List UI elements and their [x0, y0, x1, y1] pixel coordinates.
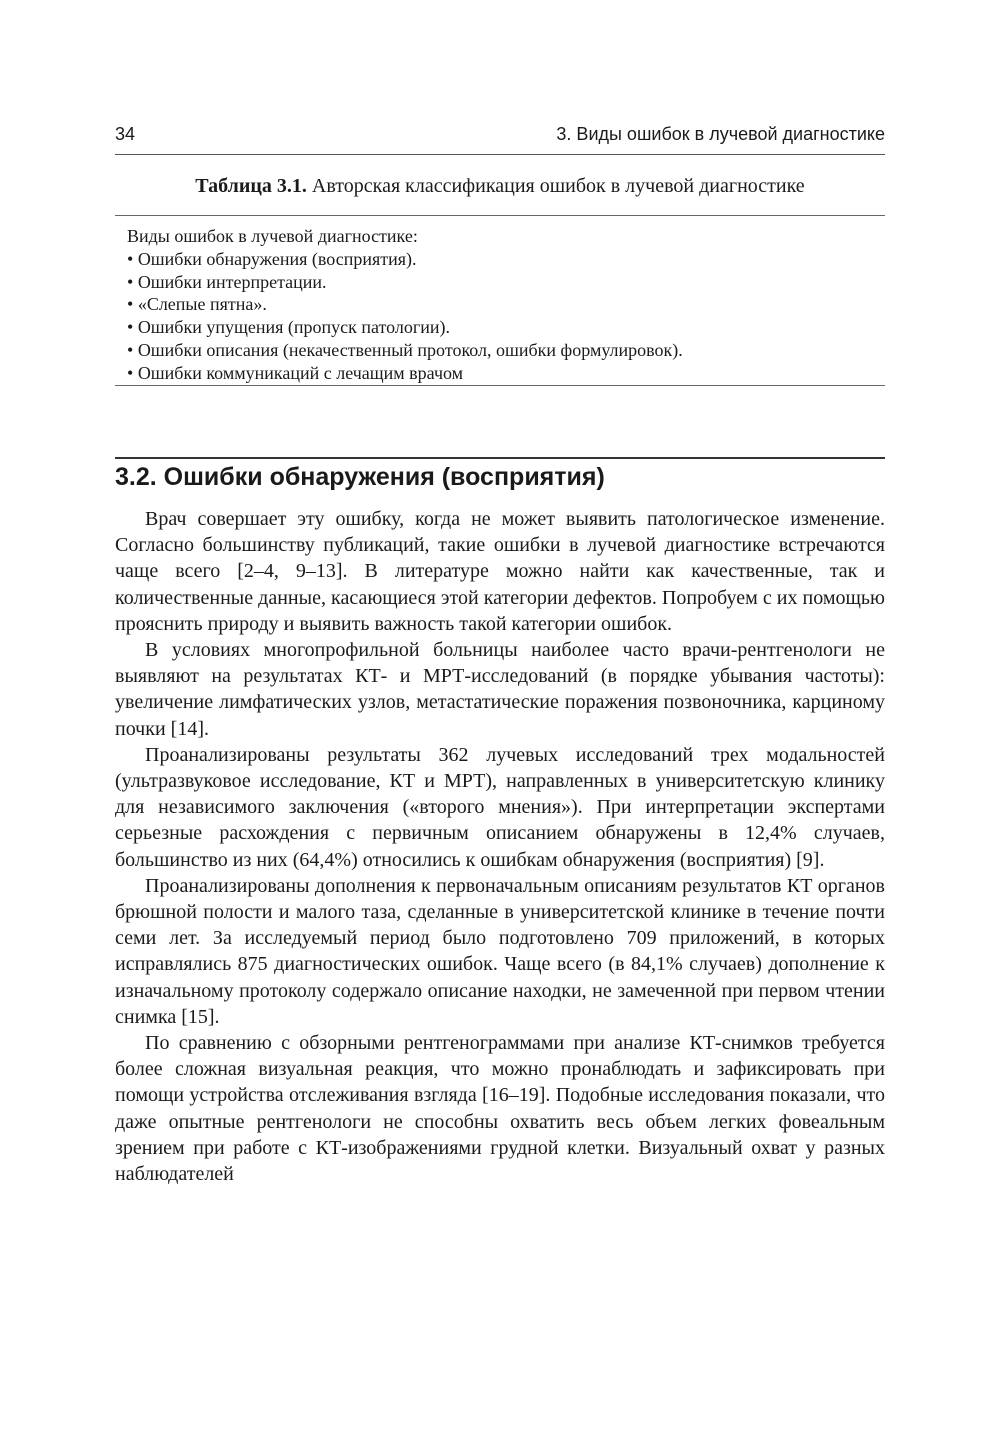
- section-heading: 3.2. Ошибки обнаружения (восприятия): [115, 463, 605, 491]
- paragraph: Проанализированы дополнения к первоначальным описаниям результатов КТ органов брюшной полости и малого таза, сделанные в университетской клинике в течение почти семи лет. За исследуемый период было подготовлено 709 приложений, в которых исправлялись 875 диагностических ошибок. Чаще всего (в 84,1% случаев) дополнение к изначальному протоколу содержало описание находки, не замеченной при первом чтении снимка [15].: [115, 874, 885, 1028]
- classification-table: [127, 225, 877, 385]
- chapter-title: 3. Виды ошибок в лучевой диагностике: [556, 124, 885, 144]
- table-top-rule: [115, 215, 885, 216]
- table-caption-label: Таблица 3.1.: [195, 175, 307, 197]
- table-caption: [115, 175, 885, 198]
- list-item: • Ошибки интерпретации.: [127, 271, 877, 294]
- list-item: • Ошибки описания (некачественный протокол, ошибки формулировок).: [127, 339, 877, 362]
- list-item: • Ошибки обнаружения (восприятия).: [127, 248, 877, 271]
- table-caption-text: Авторская классификация ошибок в лучевой диагностике: [311, 175, 805, 197]
- header-divider: [115, 154, 885, 155]
- book-page: [115, 0, 885, 1429]
- list-item: • Ошибки упущения (пропуск патологии).: [127, 316, 877, 339]
- list-item: • «Слепые пятна».: [127, 293, 877, 316]
- table-intro: Виды ошибок в лучевой диагностике:: [127, 226, 418, 246]
- page-number: 34: [115, 124, 136, 144]
- paragraph: В условиях многопрофильной больницы наиболее часто врачи-рентгенологи не выявляют на результатах КТ- и МРТ-исследований (в порядке убывания частоты): увеличение лимфатических узлов, метастатические поражения позвоночника, карциному почки [14].: [115, 639, 885, 740]
- paragraph: По сравнению с обзорными рентгенограммами при анализе КТ-снимков требуется более сложная визуальная реакция, что можно пронаблюдать и зафиксировать при помощи устройства отслеживания взгляда [16–19]. Подобные исследования показали, что даже опытные рентгенологи не способны охватить весь объем легких фовеальным зрением при работе с КТ-изображениями грудной клетки. Визуальный охват у разных наблюдателей: [115, 1032, 885, 1186]
- table-bottom-rule: [115, 385, 885, 386]
- section-divider: [115, 457, 885, 459]
- list-item: • Ошибки коммуникаций с лечащим врачом: [127, 362, 877, 385]
- section-body: [115, 506, 885, 1187]
- paragraph: Проанализированы результаты 362 лучевых исследований трех модальностей (ультразвуковое исследование, КТ и МРТ), направленных в университетскую клинику для независимого заключения («второго мнения»). При интерпретации экспертами серьезные расхождения с первичным описанием обнаружены в 12,4% случаев, большинство из них (64,4%) относились к ошибкам обнаружения (восприятия) [9].: [115, 743, 885, 871]
- paragraph: Врач совершает эту ошибку, когда не может выявить патологическое изменение. Согласно большинству публикаций, такие ошибки в лучевой диагностике встречаются чаще всего [2–4, 9–13]. В литературе можно найти как качественные, так и количественные данные, касающиеся этой категории дефектов. Попробуем с их помощью прояснить природу и выявить важность такой категории ошибок.: [115, 508, 885, 635]
- running-header: [115, 124, 885, 148]
- error-type-list: [127, 248, 877, 385]
